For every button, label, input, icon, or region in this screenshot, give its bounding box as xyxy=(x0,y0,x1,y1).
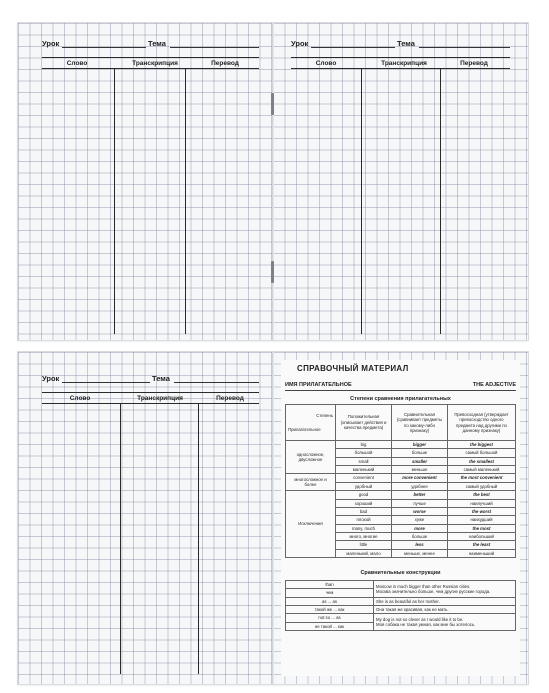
notebook-spread-bottom xyxy=(18,352,528,684)
cell-superlative: the smallest xyxy=(448,457,516,465)
table-row xyxy=(286,597,516,605)
cell-positive: маленький xyxy=(336,466,392,474)
example-russian: Москва значительно больше, чем другие русские города. xyxy=(376,588,491,594)
group-label: Исключения xyxy=(286,491,336,558)
cell-superlative: the most convenient xyxy=(448,474,516,482)
topic-line xyxy=(419,47,510,48)
cell-comparative: better xyxy=(392,491,448,499)
lesson-line xyxy=(62,47,146,48)
cell-superlative: самый маленький xyxy=(448,466,516,474)
cell-comparative: хуже xyxy=(392,516,448,524)
cell-superlative: наихудший xyxy=(448,516,516,524)
table-row xyxy=(286,614,516,622)
notebook-spine xyxy=(272,352,274,684)
column-transcription: Транскрипция xyxy=(132,60,178,67)
column-headers xyxy=(42,57,259,69)
constructions-table xyxy=(285,580,516,631)
cell-positive: удобный xyxy=(336,482,392,490)
column-word: Слово xyxy=(66,60,88,67)
cell-comparative: больше xyxy=(392,449,448,457)
cell-comparative: worse xyxy=(392,507,448,515)
lesson-label: Урок xyxy=(42,39,60,48)
table-row xyxy=(286,441,516,449)
construction-pattern: not so ... as xyxy=(286,614,374,622)
cell-superlative: the biggest xyxy=(448,441,516,449)
column-headers xyxy=(42,392,259,404)
example-english: Moscow is much bigger than other Russian cities. xyxy=(376,583,471,589)
example-russian: Она такая же красивая, как ее мать. xyxy=(374,606,516,614)
page-header xyxy=(42,374,259,388)
column-divider xyxy=(198,404,199,674)
notebook-spine xyxy=(272,23,274,340)
table-row xyxy=(286,606,516,614)
cell-positive: good xyxy=(336,491,392,499)
cell-superlative: the best xyxy=(448,491,516,499)
vocabulary-page xyxy=(18,23,273,340)
construction-pattern: такой же ... как xyxy=(286,606,374,614)
cell-comparative: more convenient xyxy=(392,474,448,482)
cell-comparative: smaller xyxy=(392,457,448,465)
cell-positive: большой xyxy=(336,449,392,457)
column-divider xyxy=(120,404,121,674)
staple xyxy=(271,261,274,283)
cell-comparative: less xyxy=(392,541,448,549)
cell-positive: хороший xyxy=(336,499,392,507)
header-comparative: Сравнительная (сравнивает предметы по какому-либо признаку) xyxy=(392,405,448,441)
cell-comparative: лучше xyxy=(392,499,448,507)
construction-pattern: than xyxy=(286,581,374,589)
cell-superlative: наилучший xyxy=(448,499,516,507)
cell-superlative: the worst xyxy=(448,507,516,515)
lesson-label: Урок xyxy=(291,39,309,48)
vocabulary-page xyxy=(18,352,273,684)
cell-positive: many, much xyxy=(336,524,392,532)
page-header xyxy=(42,39,259,53)
topic-label: Тема xyxy=(152,374,170,383)
reference-sheet xyxy=(281,360,520,676)
column-translation: Перевод xyxy=(211,60,239,67)
notebook-spread-top xyxy=(18,23,528,340)
column-transcription: Транскрипция xyxy=(137,395,183,402)
staple xyxy=(271,93,274,115)
column-transcription: Транскрипция xyxy=(381,60,427,67)
cell-superlative: самый удобный xyxy=(448,482,516,490)
example-english: My dog is not so clever as I would like it to be. xyxy=(376,616,464,622)
table-row xyxy=(286,474,516,482)
reference-subtitle xyxy=(285,382,516,391)
lesson-label: Урок xyxy=(42,374,60,383)
column-divider xyxy=(361,69,362,334)
cell-comparative: меньше, менее xyxy=(392,549,448,557)
corner-header xyxy=(286,405,336,441)
column-translation: Перевод xyxy=(216,395,244,402)
cell-positive: convenient xyxy=(336,474,392,482)
table-row xyxy=(286,581,516,589)
cell-comparative: more xyxy=(392,524,448,532)
vocabulary-page xyxy=(273,23,528,340)
header-superlative: Превосходная (утверждает превосходство одного предмета над другими по данному признаку) xyxy=(448,405,516,441)
subtitle-english: THE ADJECTIVE xyxy=(472,382,516,388)
column-headers xyxy=(291,57,510,69)
topic-line xyxy=(174,382,259,383)
cell-positive: много, многие xyxy=(336,532,392,540)
construction-example xyxy=(374,614,516,631)
column-translation: Перевод xyxy=(460,60,488,67)
cell-positive: плохой xyxy=(336,516,392,524)
construction-pattern: чем xyxy=(286,589,374,597)
topic-label: Тема xyxy=(148,39,166,48)
group-label: односложное, двусложное xyxy=(286,441,336,474)
cell-superlative: самый большой xyxy=(448,449,516,457)
construction-pattern: не такой ... как xyxy=(286,622,374,630)
corner-adjective: Прилагательное xyxy=(288,426,321,432)
example-english: She is as beautiful as her mother. xyxy=(374,597,516,605)
column-divider xyxy=(114,69,115,334)
column-divider xyxy=(440,69,441,334)
construction-pattern: as ... as xyxy=(286,597,374,605)
cell-comparative: bigger xyxy=(392,441,448,449)
cell-positive: small xyxy=(336,457,392,465)
cell-comparative: больше xyxy=(392,532,448,540)
cell-positive: bad xyxy=(336,507,392,515)
lesson-line xyxy=(311,47,395,48)
column-divider xyxy=(185,69,186,334)
cell-superlative: наименьший xyxy=(448,549,516,557)
header-positive: Положительная (описывает действия и качества предмета) xyxy=(336,405,392,441)
cell-superlative: наибольший xyxy=(448,532,516,540)
topic-line xyxy=(170,47,259,48)
cell-superlative: the most xyxy=(448,524,516,532)
lesson-line xyxy=(62,382,150,383)
cell-positive: маленький, мало xyxy=(336,549,392,557)
cell-positive: little xyxy=(336,541,392,549)
group-label: многосложное и более xyxy=(286,474,336,491)
construction-example xyxy=(374,581,516,598)
corner-degree: Степень xyxy=(316,413,333,419)
constructions-title: Сравнительные конструкции xyxy=(360,570,441,576)
table-row xyxy=(286,491,516,499)
column-word: Слово xyxy=(315,60,337,67)
cell-superlative: the least xyxy=(448,541,516,549)
topic-label: Тема xyxy=(397,39,415,48)
column-word: Слово xyxy=(69,395,91,402)
subtitle-russian: ИМЯ ПРИЛАГАТЕЛЬНОЕ xyxy=(285,382,352,388)
degrees-table xyxy=(285,404,516,558)
page-header xyxy=(291,39,510,53)
cell-comparative: меньше xyxy=(392,466,448,474)
reference-page xyxy=(273,352,528,684)
degrees-title: Степени сравнения прилагательных xyxy=(350,396,451,402)
cell-positive: big xyxy=(336,441,392,449)
reference-title: СПРАВОЧНЫЙ МАТЕРИАЛ xyxy=(297,364,409,373)
example-russian: Моя собака не такая умная, как мне бы хотелось. xyxy=(376,622,476,628)
cell-comparative: удобнее xyxy=(392,482,448,490)
